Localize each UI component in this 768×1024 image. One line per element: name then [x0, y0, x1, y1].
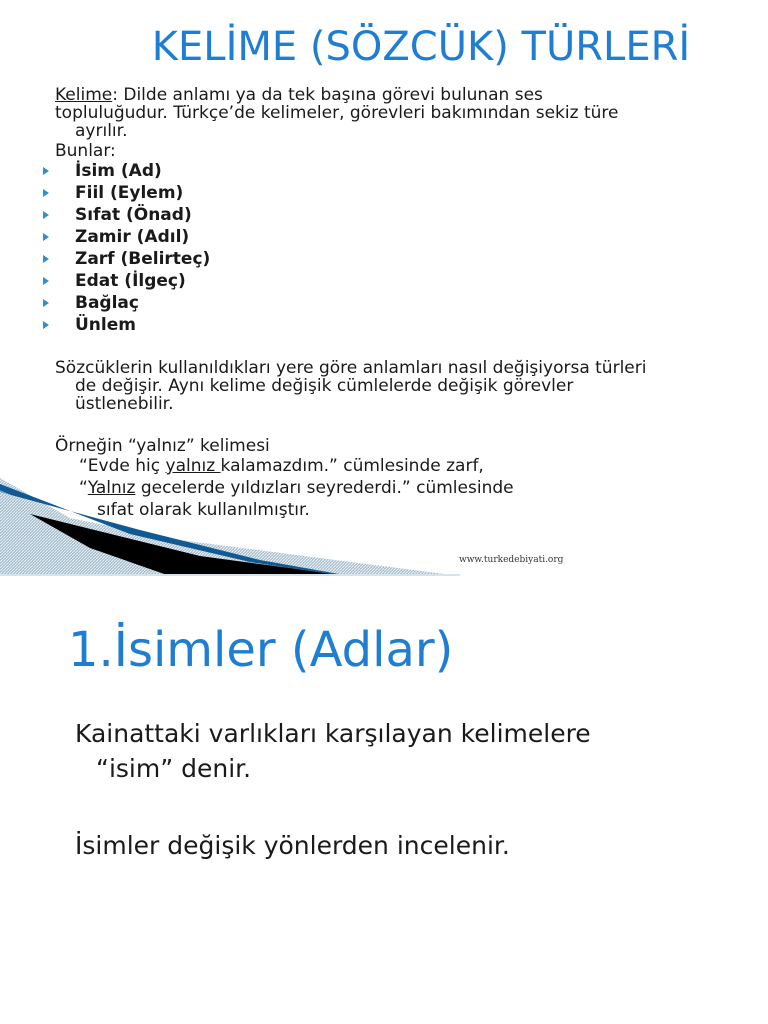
isim-definition-a: Kainattaki varlıkları karşılayan kelimelere [75, 719, 591, 748]
example-1-word: yalnız [165, 456, 221, 476]
list-item [55, 160, 741, 182]
list-item [55, 270, 741, 292]
example-2-pre: “ [79, 478, 88, 498]
example-2-post: gecelerde yıldızları seyrederdi.” cümlesinde [135, 478, 514, 498]
isim-definition-b: “isim” denir. [96, 754, 252, 783]
word-types-list [55, 160, 741, 336]
bullet-arrow-icon [43, 321, 49, 329]
example-1-pre: “Evde hiç [79, 456, 166, 476]
list-item-label: İsim (Ad) [75, 161, 162, 181]
list-item [55, 204, 741, 226]
decorative-swoosh [0, 478, 768, 576]
bullet-arrow-icon [43, 299, 49, 307]
bullet-arrow-icon [43, 233, 49, 241]
list-item-label: Zamir (Adıl) [75, 227, 190, 247]
example-1 [55, 455, 741, 477]
list-item-label: Ünlem [75, 315, 136, 335]
isim-study-note: İsimler değişik yönlerden incelenir. [75, 831, 510, 860]
definition-text-b: topluluğudur. Türkçe’de kelimeler, görevleri bakımından sekiz türe [55, 103, 619, 123]
list-item [55, 226, 741, 248]
list-item [55, 182, 741, 204]
source-watermark: www.turkedebiyati.org [459, 555, 564, 565]
list-item-label: Bağlaç [75, 293, 139, 313]
list-item-label: Edat (İlgeç) [75, 271, 186, 291]
slide-2 [0, 576, 768, 1024]
definition-text-c: ayrılır. [75, 121, 128, 141]
isim-definition [75, 716, 735, 786]
example-1-post: kalamazdım.” cümlesinde zarf, [220, 456, 484, 476]
definition-paragraph [55, 86, 741, 140]
bullet-arrow-icon [43, 255, 49, 263]
bullet-arrow-icon [43, 167, 49, 175]
bullet-arrow-icon [43, 189, 49, 197]
slide-1-body [55, 86, 741, 521]
list-item [55, 248, 741, 270]
bullet-arrow-icon [43, 211, 49, 219]
list-intro: Bunlar: [55, 141, 116, 161]
slide-2-title: 1.İsimler (Adlar) [68, 622, 454, 678]
list-item-label: Fiil (Eylem) [75, 183, 184, 203]
list-item-label: Sıfat (Önad) [75, 205, 192, 225]
example-2-word: Yalnız [87, 478, 136, 498]
definition-text-a: : Dilde anlamı ya da tek başına görevi bulunan ses [112, 85, 543, 105]
usage-text-c: üstlenebilir. [75, 394, 174, 414]
list-item [55, 314, 741, 336]
usage-paragraph [55, 359, 741, 413]
usage-text-a: Sözcüklerin kullanıldıkları yere göre anlamları nasıl değişiyorsa türleri [55, 358, 647, 378]
bullet-arrow-icon [43, 277, 49, 285]
list-item [55, 292, 741, 314]
example-2-cont: sıfat olarak kullanılmıştır. [97, 500, 310, 520]
definition-term: Kelime [55, 85, 113, 105]
example-intro: Örneğin “yalnız” kelimesi [55, 436, 270, 456]
slide-1-title: KELİME (SÖZCÜK) TÜRLERİ [151, 24, 691, 70]
list-item-label: Zarf (Belirteç) [75, 249, 211, 269]
usage-text-b: de değişir. Aynı kelime değişik cümlelerde değişik görevler [75, 376, 574, 396]
